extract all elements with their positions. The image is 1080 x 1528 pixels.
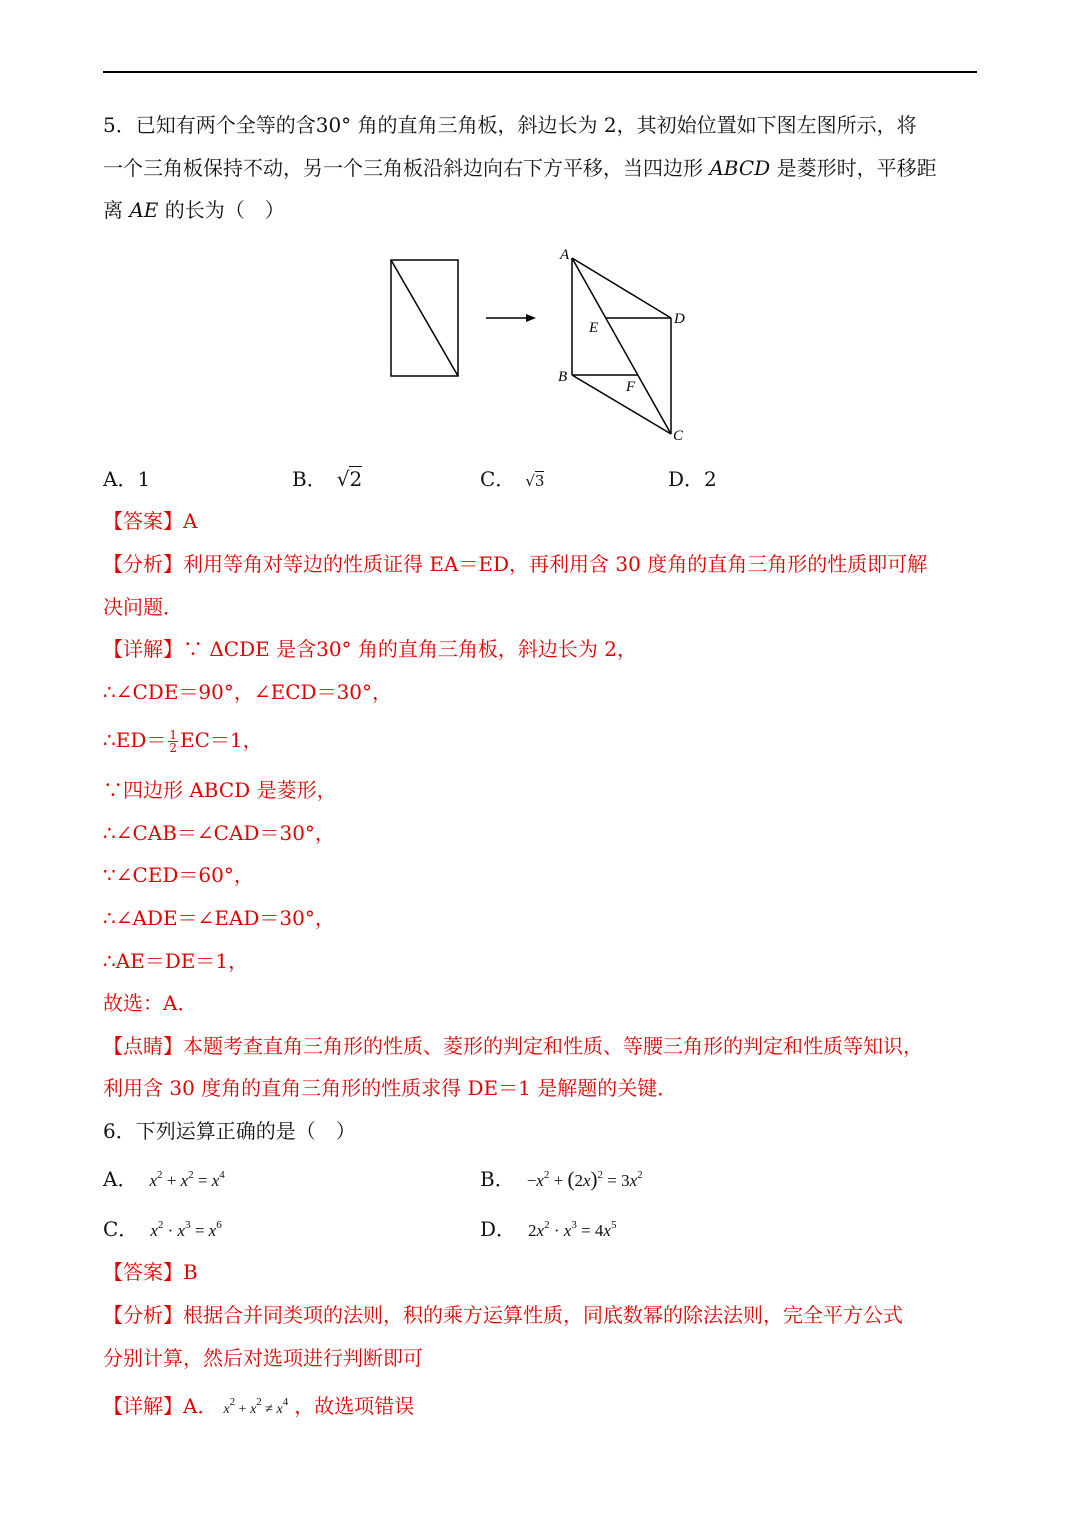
q5-point-line2: 利用含 30 度角的直角三角形的性质求得 DE＝1 是解题的关键． (103, 1076, 678, 1100)
q5-detail-line4: ∵四边形 ABCD 是菱形， (103, 778, 337, 802)
q6-option-b: B． $-x^2 + (2x)^2 = 3x^2$ (480, 1167, 643, 1191)
q5-option-b: B． √2 (292, 467, 363, 491)
arrow-icon (526, 314, 536, 322)
label-d: D (674, 311, 685, 327)
label-c: C (673, 428, 684, 444)
q5-detail-line2: ∴∠CDE＝90°，∠ECD＝30°， (103, 680, 393, 704)
q6-option-c: C． $x^2 \cdot x^3 = x^6$ (103, 1217, 222, 1241)
q6-analysis-line1: 【分析】根据合并同类项的法则，积的乘方运算性质，同底数幂的除法法则，完全平方公式 (103, 1303, 903, 1327)
q5-analysis-line2: 决问题． (103, 595, 183, 619)
q5-detail-line7: ∴∠ADE＝∠EAD＝30°， (103, 906, 335, 930)
q5-stem-line3: 离 AE 的长为（ ） (103, 198, 285, 222)
q5-stem-line1: 5．已知有两个全等的含30° 角的直角三角板，斜边长为 2，其初始位置如下图左图所示，将 (103, 113, 917, 137)
q6-answer: 【答案】B (103, 1260, 198, 1284)
q5-analysis-line1: 【分析】利用等角对等边的性质证得 EA＝ED，再利用含 30 度角的直角三角形的性质即可解 (103, 552, 928, 576)
segment-ad (572, 258, 671, 318)
q5-answer: 【答案】A (103, 509, 198, 533)
segment-bc (572, 375, 671, 434)
q5-option-d: D．2 (668, 467, 717, 491)
label-e: E (589, 320, 599, 336)
fraction-one-half: $\frac{1}{2}$ (169, 728, 177, 755)
q5-option-a: A．1 (103, 467, 151, 491)
q5-figure (380, 240, 710, 450)
q5-detail-line5: ∴∠CAB＝∠CAD＝30°， (103, 821, 335, 845)
q6-analysis-line2: 分别计算，然后对选项进行判断即可 (103, 1346, 423, 1370)
q6-detail-line1: 【详解】A． $x^2 + x^2 \ne x^4$ ，故选项错误 (103, 1394, 415, 1418)
q5-option-c: C． √3 (480, 467, 545, 491)
segment-ac (572, 258, 671, 434)
q5-detail-line9: 故选：A． (103, 991, 198, 1015)
label-a: A (560, 247, 570, 263)
q5-point-line1: 【点睛】本题考查直角三角形的性质、菱形的判定和性质、等腰三角形的判定和性质等知识， (103, 1034, 923, 1058)
q5-stem-line2: 一个三角板保持不动，另一个三角板沿斜边向右下方平移，当四边形 ABCD 是菱形时，平移距 (103, 156, 937, 180)
q6-stem: 6．下列运算正确的是（ ） (103, 1119, 356, 1143)
label-b: B (558, 369, 568, 385)
q5-detail-line6: ∵∠CED＝60°， (103, 863, 254, 887)
q5-detail-line8: ∴AE＝DE＝1， (103, 949, 249, 973)
initial-diagonal (391, 260, 458, 376)
q5-detail-line3: ∴ED＝ $\frac{1}{2}$ EC＝1， (103, 728, 263, 755)
q6-option-d: D． $2x^2 \cdot x^3 = 4x^5$ (480, 1217, 617, 1241)
header-rule (103, 71, 977, 73)
q6-option-a: A． $x^2 + x^2 = x^4$ (103, 1167, 225, 1191)
label-f: F (626, 379, 636, 395)
q5-detail-line1: 【详解】∵ ΔCDE 是含30° 角的直角三角板，斜边长为 2， (103, 637, 637, 661)
